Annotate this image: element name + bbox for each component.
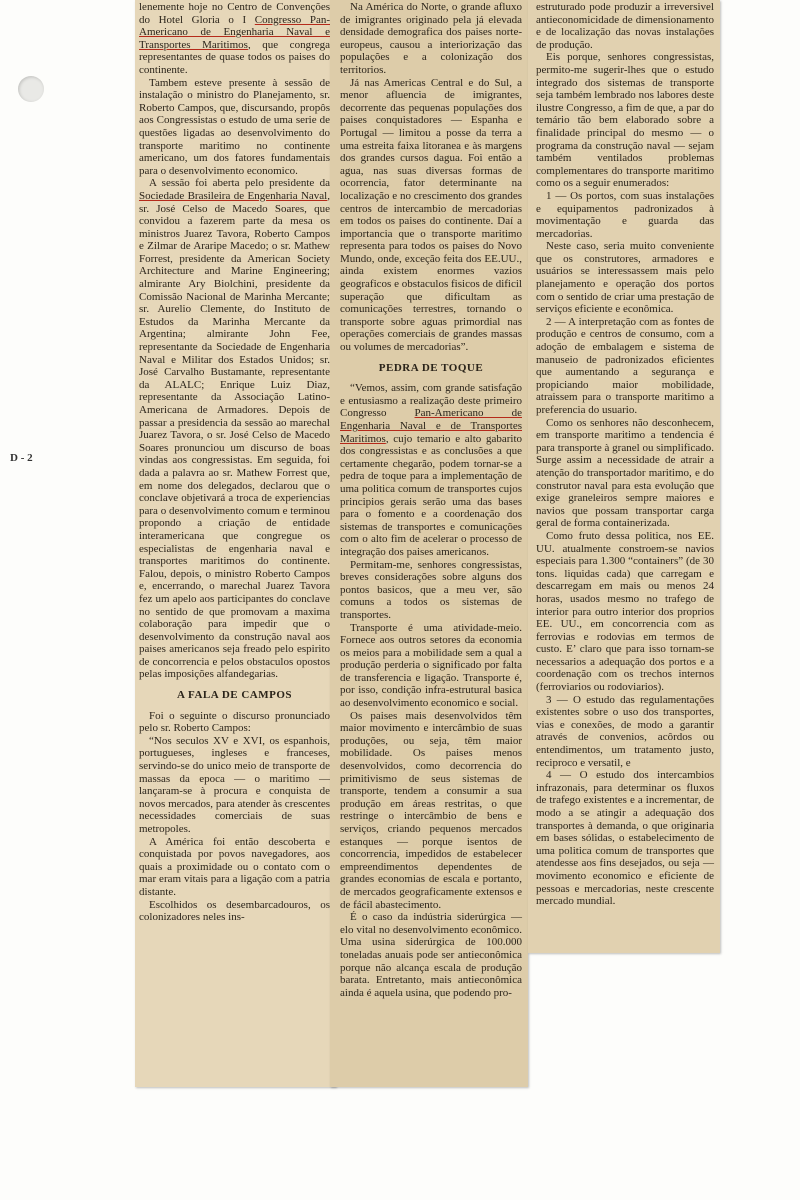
paragraph: “Nos seculos XV e XVI, os espanhois, portugueses, ingleses e franceses, servindo-se do unico meio de transporte de massas da epoca — o maritimo — lançaram-se à procura e conquista de novos mercados, para atender às crescentes necessidades comerciais de suas metropoles. [139,734,330,835]
clipping-left [135,0,336,1087]
paragraph: A sessão foi aberta pelo presidente da Sociedade Brasileira de Engenharia Naval, sr. José Celso de Macedo Soares, que convidou a fazerem parte da mesa os ministros Juarez Tavora, Roberto Campos e Zilmar de Araripe Macedo; o sr. Mathew Forrest, presidente da American Society Architecture and Marine Engineering; almirante Ary Biolchini, presidente da Comissão Nacional de Marinha Mercante; sr. Aurelio Clemente, do Instituto de Estudos da Marinha Mercante da Argentina; almirante John Fee, representante da Sociedade de Engenharia Naval e Militar dos Estados Unidos; sr. José Carvalho Bustamante, representante da ALALC; Enrique Luiz Diaz, representante da Associação Latino-Americana de Armadores. Depois de passar a presidencia da sessão ao marechal Juarez Tavora, o sr. José Celso de Macedo Soares pronunciou um discurso de boas vindas aos congressistas. Em seguida, foi dada a palavra ao sr. Mathew Forrest que, em nome dos delegados, declarou que o conclave objetivará a troca de experiencias para o desenvolvimento comum e terminou propondo a criação de entidade interamericana que congregue os especialistas de engenharia naval e transportes maritimos do continente. Falou, depois, o ministro Roberto Campos e, encerrando, o marechal Juarez Tavora fez um apelo aos participantes do conclave no sentido de que promovam a maxima colaboração para impedir que o desenvolvimento da construção naval aos paises americanos seja freado pelo espirito de concorrencia e pelos obstaculos opostos pelas imposições alfandegarias. [139,177,330,681]
paragraph: Como os senhores não desconhecem, em transporte maritimo a tendencia é para transporte à granel ou simplificado. Surge assim a necessidade de atrair a atenção do transportador maritimo, e do construtor naval para esta evolução que exige graneleiros sempre maiores e navios que possam transportar carga geral de forma containerizada. [536,416,714,530]
punch-hole [18,76,44,102]
page-label: D - 2 [10,452,33,464]
paragraph: 3 — O estudo das regulamentações existentes sobre o uso dos transportes, vias e conexões, de modo a garantir através de convenios, acôrdos ou entendimentos, um tratamento justo, reciproco e versatil, e [536,693,714,769]
paragraph: Tambem esteve presente à sessão de instalação o ministro do Planejamento, sr. Roberto Campos, que, discursando, propôs aos Congressistas o estudo de uma serie de questões ligadas ao desenvolvimento do transporte maritimo no continente americano, um dos fatores fundamentais para o desenvolvimento economico. [139,76,330,177]
paragraph: lenemente hoje no Centro de Convenções do Hotel Gloria o I Congresso Pan-Americano de Engenharia Naval e Transportes Maritimos, que congrega representantes de quase todos os paises do continente. [139,1,331,76]
paragraph: Neste caso, seria muito conveniente que os construtores, armadores e usuários se interessassem mais pelo planejamento e operação dos portos com o sentido de criar uma prestação de serviços eficiente e econômica. [536,240,714,316]
paragraph: Foi o seguinte o discurso pronunciado pelo sr. Roberto Campos: [139,709,330,735]
paragraph: Os paises mais desenvolvidos têm maior movimento e intercâmbio de suas produções, ou seja, têm maior mobilidade. Os paises menos desenvolvidos, como decorrencia do primitivismo de seus sistemas de transporte, tendem a consumir a sua produção em áreas restritas, o que restringe o intercâmbio de bens e serviços, criando pequenos mercados estanques — porque isentos de concorrencia, impedidos de estabelecer empreendimentos dependentes de grandes economias de escala e portanto, de mercados geograficamente extensos e de fácil abastecimento. [340,709,522,911]
paragraph: estruturado pode produzir a irreversivel antieconomicidade de dimensionamento e de localização das novas instalações de produção. [536,1,714,51]
paragraph: Eis porque, senhores congressistas, permito-me sugerir-lhes que o estudo integrado dos sistemas de transporte seja também lembrado nos labores deste ilustre Congresso, a fim de que, a par do temário tão bem elaborado sobre a finalidade principal do mesmo — o programa da construção naval — sejam também ventilados problemas complementares do transporte maritimo como os a seguir enumerados: [536,51,714,190]
paragraph: “Vemos, assim, com grande satisfação e entusiasmo a realização deste primeiro Congresso Pan-Americano de Engenharia Naval e de Transportes Maritimos, cujo temario e alto gabarito dos congressistas e as conclusões a que certamente chegarão, podem tornar-se a pedra de toque para a implementação de uma politica comum de transportes cujos principios gerais serão uma das bases para o fomento e a coordenação dos sistemas de transportes e comunicações com o alto fim de acelerar o processo de integração dos paises americanos. [340,382,522,558]
paragraph: 1 — Os portos, com suas instalações e equipamentos padronizados à movimentação e guarda das mercadorias. [536,189,714,240]
section-heading: PEDRA DE TOQUE [378,361,484,374]
text-column-middle [340,1,522,1087]
paragraph: Transporte é uma atividade-meio. Fornece aos outros setores da economia os meios para a mobilidade sem a qual a produção perderia o significado por falta de transferencia e ligação. Transporte é, por isso, condição infra-estrutural basica ao desenvolvimento economico e social. [340,621,522,710]
paragraph: A América foi então descoberta e conquistada por povos navegadores, aos quais a proximidade ou o contato com o mar eram vitais para a ligação com a patria distante. [139,835,330,898]
paragraph: Já nas Americas Central e do Sul, a menor afluencia de imigrantes, decorrente das pequenas populações dos paises conquistadores — Espanha e Portugal — limitou a posse da terra a uma estreita faixa litoranea e às margens dos grandes cursos dagua. Foi então a agua, nas suas diversas formas de ocorrencia, fator determinante na localização e no crescimento dos grandes centros de intercambio de mercadorias em todos os paises do continente. Daí a importancia que o transporte maritimo representa para todos os paises do Novo Mundo, onde, exceção feita dos EE.UU., ainda existem enormes vazios geograficos e obstaculos fisicos de dificil superação que dificultam as comunicações terrestres, tornando o transporte sobre aguas primordial nas operações comerciais de grandes massas ou volumes de mercadorias”. [340,76,522,354]
clipping-right [528,0,720,953]
clipping-middle [330,0,528,1087]
paragraph: Escolhidos os desembarcadouros, os colonizadores neles ins- [139,898,330,924]
paragraph: É o caso da indústria siderúrgica — elo vital no desenvolvimento econômico. Uma usina siderúrgica de 100.000 toneladas anuais pode ser antieconômica porque não alcança escala de produção barata. Entretanto, mais antieconômica ainda é aquela usina, que podendo pro- [340,911,522,999]
paragraph: 4 — O estudo dos intercambios infrazonais, para determinar os fluxos de trafego existentes e a incrementar, de modo a se atingir a adequação dos transportes à demanda, o que originaria em bases sólidas, o estabelecimento de uma politica comum de transportes que atendesse aos fins desejados, ou seja — movimento economico e eficiente de pessoas e mercadorias, neste crescente mercado mundial. [536,769,714,908]
paragraph: 2 — A interpretação com as fontes de produção e centros de consumo, com a adoção de embalagem e sistema de manuseio de padronizados eficientes que aumentando a segurança e propiciando maior mobilidade, atraissem para o transporte maritimo a preferencia do usuario. [536,315,714,416]
paragraph: Na América do Norte, o grande afluxo de imigrantes originado pela já elevada densidade demografica dos paises norte-europeus, causou a interiorização das populações e a colonização dos territorios. [340,1,522,76]
text-column-left [139,1,330,1087]
section-heading: A FALA DE CAMPOS [176,689,293,702]
paragraph: Permitam-me, senhores congressistas, breves considerações sobre alguns dos pontos basicos, que a meu ver, são comuns a todos os sistemas de transportes. [340,558,522,621]
text-column-right [536,1,714,953]
paragraph: Como fruto dessa politica, nos EE. UU. atualmente constroem-se navios especiais para 1.300 “containers” (de 30 tons. liquidas cada) que carregam e descarregam em mais ou menos 24 horas, usados mesmo no trafego de interior para outro interior dos proprios EE. UU., em concorrencia com as ferrovias e rodovias em termos de custo. E’ claro que para isso tornam-se necessarios a adequação dos portos e a coordenação com os trechos internos (ferroviarios ou rodoviarios). [536,529,714,694]
